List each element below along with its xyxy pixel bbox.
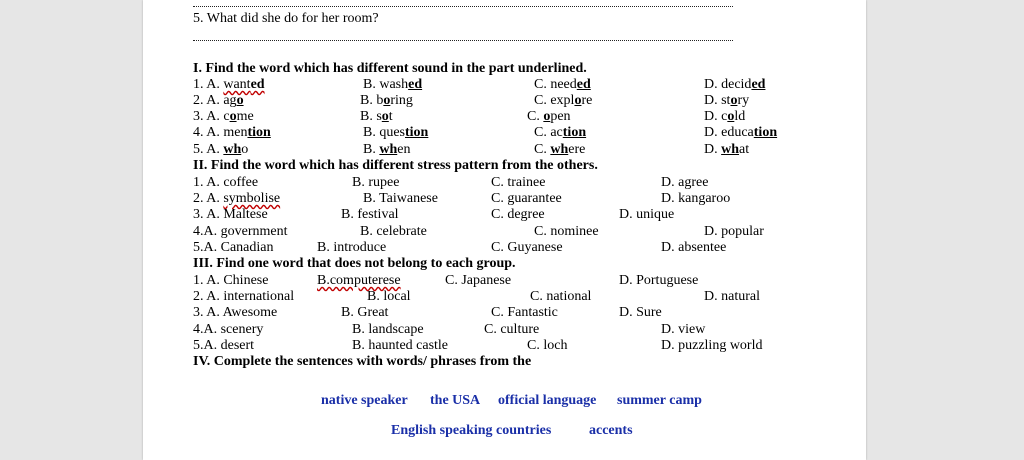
word-box-item: official language [498, 393, 597, 408]
stress-1c: C. trainee [491, 175, 546, 190]
option-5c: C. where [534, 142, 586, 157]
section-heading-1: I. Find the word which has different sound in the part underlined. [193, 61, 587, 76]
option-4a: 4. A. mention [193, 125, 271, 140]
group-5a: 5.A. desert [193, 338, 255, 353]
option-2d: D. story [704, 93, 750, 108]
document-page [143, 0, 866, 460]
stress-2b: B. Taiwanese [363, 191, 438, 206]
stress-3c: C. degree [491, 207, 545, 222]
stress-1d: D. agree [661, 175, 709, 190]
option-1a: 1. A. wanted [193, 77, 265, 92]
word-box-item: accents [589, 423, 633, 438]
option-5b: B. when [363, 142, 411, 157]
group-3c: C. Fantastic [491, 305, 558, 320]
group-1d: D. Portuguese [619, 273, 699, 288]
stress-4b: B. celebrate [360, 224, 427, 239]
stress-5c: C. Guyanese [491, 240, 563, 255]
option-5d: D. what [704, 142, 750, 157]
section-heading-3: III. Find one word that does not belong to each group. [193, 256, 516, 271]
option-2b: B. boring [360, 93, 413, 108]
group-2d: D. natural [704, 289, 760, 304]
group-2b: B. local [367, 289, 411, 304]
option-5a: 5. A. who [193, 142, 249, 157]
word-box-item: English speaking countries [391, 423, 552, 438]
question-5: 5. What did she do for her room? [193, 11, 379, 26]
stress-4c: C. nominee [534, 224, 599, 239]
option-2c: C. explore [534, 93, 593, 108]
answer-line [193, 6, 733, 7]
group-4c: C. culture [484, 322, 540, 337]
option-4c: C. action [534, 125, 587, 140]
stress-4d: D. popular [704, 224, 764, 239]
group-1b: B.computerese [317, 273, 401, 288]
option-1d: D. decided [704, 77, 766, 92]
option-4d: D. education [704, 125, 778, 140]
section-heading-2: II. Find the word which has different stress pattern from the others. [193, 158, 598, 173]
stress-5d: D. absentee [661, 240, 727, 255]
group-5c: C. loch [527, 338, 568, 353]
group-3d: D. Sure [619, 305, 662, 320]
group-4d: D. view [661, 322, 706, 337]
option-1b: B. washed [363, 77, 423, 92]
group-3a: 3. A. Awesome [193, 305, 278, 320]
option-2a: 2. A. ago [193, 93, 244, 108]
answer-line [193, 40, 733, 41]
stress-3b: B. festival [341, 207, 399, 222]
stress-2c: C. guarantee [491, 191, 562, 206]
section-heading-4: IV. Complete the sentences with words/ phrases from the [193, 354, 532, 369]
group-4a: 4.A. scenery [193, 322, 264, 337]
stress-1a: 1. A. coffee [193, 175, 259, 190]
group-5b: B. haunted castle [352, 338, 449, 353]
option-4b: B. question [363, 125, 429, 140]
stress-4a: 4.A. government [193, 224, 288, 239]
stress-3a: 3. A. Maltese [193, 207, 268, 222]
option-1c: C. needed [534, 77, 591, 92]
group-4b: B. landscape [352, 322, 424, 337]
stress-2d: D. kangaroo [661, 191, 731, 206]
group-2c: C. national [530, 289, 592, 304]
word-box-item: the USA [430, 393, 481, 408]
option-3d: D. cold [704, 109, 746, 124]
stress-5b: B. introduce [317, 240, 387, 255]
stress-1b: B. rupee [352, 175, 400, 190]
group-3b: B. Great [341, 305, 389, 320]
stress-2a: 2. A. symbolise [193, 191, 281, 206]
option-3b: B. sot [360, 109, 393, 124]
group-2a: 2. A. international [193, 289, 295, 304]
word-box-item: native speaker [321, 393, 408, 408]
group-5d: D. puzzling world [661, 338, 763, 353]
stress-5a: 5.A. Canadian [193, 240, 274, 255]
stress-3d: D. unique [619, 207, 675, 222]
group-1a: 1. A. Chinese [193, 273, 269, 288]
word-box-item: summer camp [617, 393, 702, 408]
group-1c: C. Japanese [445, 273, 512, 288]
option-3c: C. open [527, 109, 571, 124]
option-3a: 3. A. come [193, 109, 254, 124]
